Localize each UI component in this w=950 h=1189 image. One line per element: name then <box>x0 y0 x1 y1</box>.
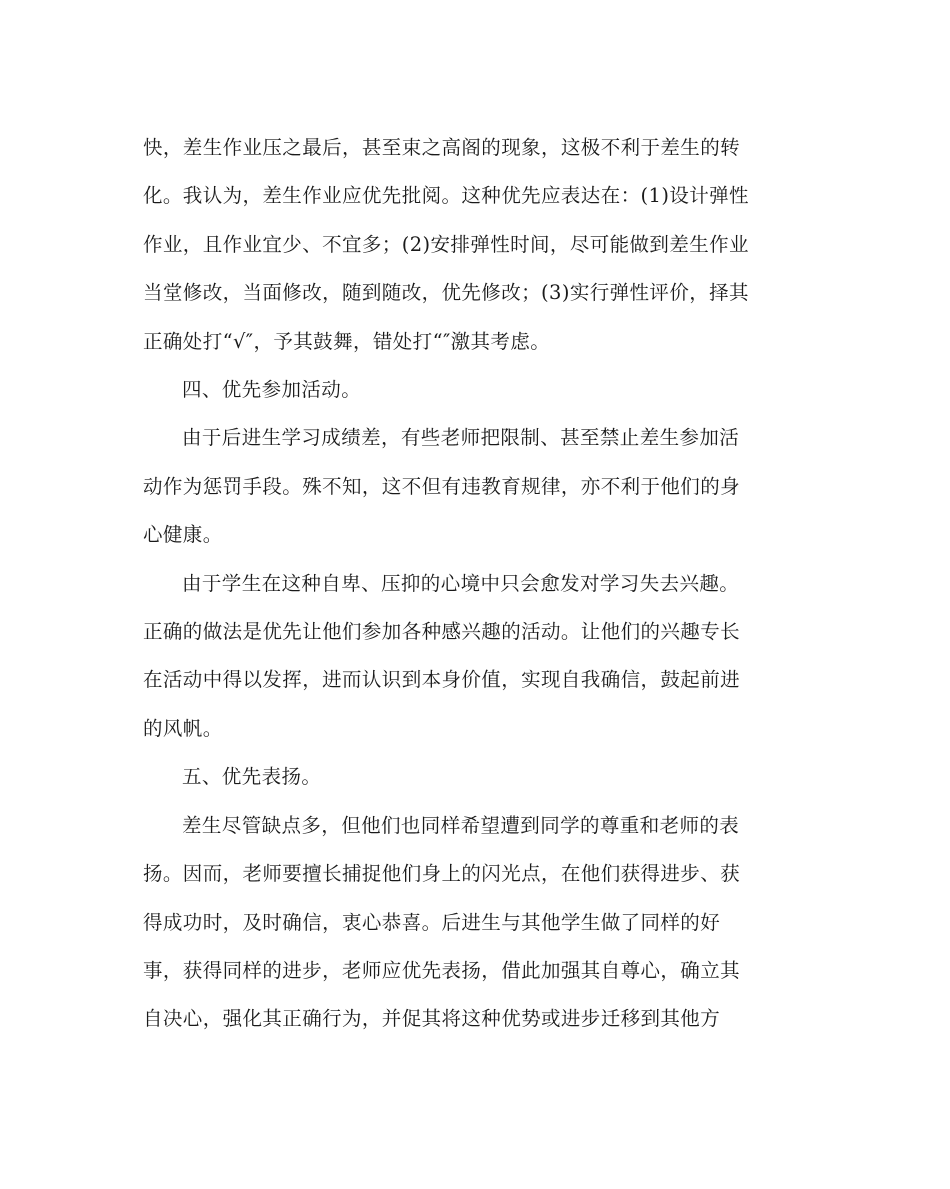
text-line: 正确的做法是优先让他们参加各种感兴趣的活动。让他们的兴趣专长 <box>143 620 741 644</box>
text-line: 由于后进生学习成绩差，有些老师把限制、甚至禁止差生参加活 <box>182 426 740 450</box>
section-heading-5 <box>143 753 813 801</box>
text-line: 差生尽管缺点多，但他们也同样希望遭到同学的尊重和老师的表 <box>182 813 740 837</box>
text-line: 心健康。 <box>143 523 223 547</box>
text-line: 自决心，强化其正确行为，并促其将这种优势或进步迁移到其他方 <box>143 1007 721 1031</box>
paragraph-praise <box>143 802 813 1044</box>
text-line: 由于学生在这种自卑、压抑的心境中只会愈发对学习失去兴趣。 <box>182 571 740 595</box>
paragraph-activity-restriction <box>143 414 813 559</box>
text-line: 事，获得同样的进步，老师应优先表扬，借此加强其自尊心，确立其 <box>143 958 741 982</box>
heading-line: 四、优先参加活动。 <box>182 378 362 402</box>
paragraph-continuation <box>143 124 813 366</box>
text-line: 作业，且作业宜少、不宜多；(2)安排弹性时间，尽可能做到差生作业 <box>143 232 749 256</box>
text-line: 扬。因而，老师要擅长捕捉他们身上的闪光点，在他们获得进步、获 <box>143 862 741 886</box>
text-line: 化。我认为，差生作业应优先批阅。这种优先应表达在：(1)设计弹性 <box>143 184 749 208</box>
text-line: 快，差生作业压之最后，甚至束之高阁的现象，这极不利于差生的转 <box>143 136 741 159</box>
text-line: 在活动中得以发挥，进而认识到本身价值，实现自我确信，鼓起前进 <box>143 668 741 692</box>
text-line: 当堂修改，当面修改，随到随改，优先修改；(3)实行弹性评价，择其 <box>143 281 749 305</box>
heading-line: 五、优先表扬。 <box>182 765 322 789</box>
text-line: 得成功时，及时确信，衷心恭喜。后进生与其他学生做了同样的好 <box>143 910 721 934</box>
paragraph-activity-correct-way <box>143 560 813 754</box>
text-line: 动作为惩罚手段。殊不知，这不但有违教育规律，亦不利于他们的身 <box>143 474 741 498</box>
body-text <box>143 124 813 1044</box>
section-heading-4 <box>143 366 813 414</box>
text-line: 正确处打“√″，予其鼓舞，错处打“″激其考虑。 <box>143 329 551 353</box>
text-line: 的风帆。 <box>143 716 223 740</box>
